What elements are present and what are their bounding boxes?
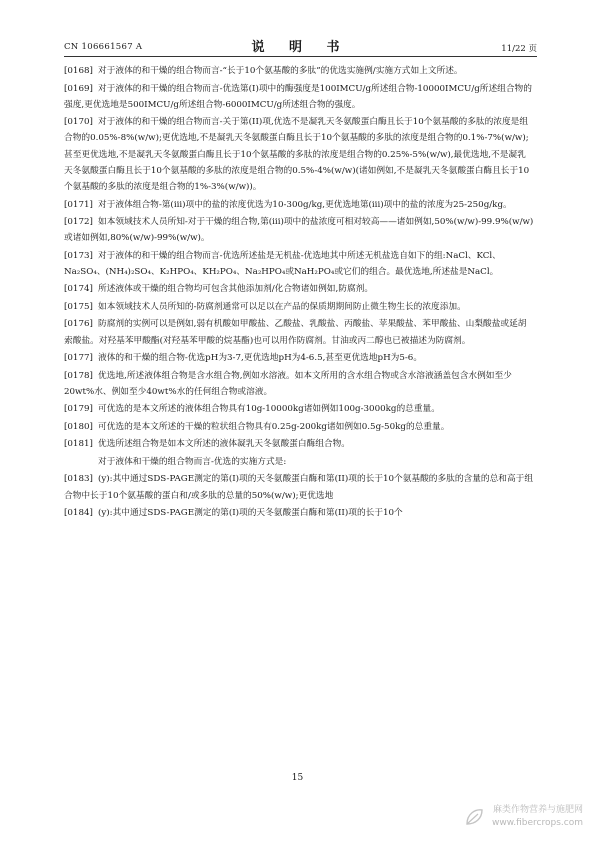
- paragraph: [64, 197, 534, 213]
- paragraph-text: 优选地,所述液体组合物是含水组合物,例如水溶液。如本文所用的含水组合物或含水溶液涵盖包含水例如至少20wt%水、例如至少40wt%水的任何组合物或溶液。: [64, 370, 512, 397]
- leaf-logo-icon: [463, 806, 485, 828]
- paragraph: [64, 114, 534, 195]
- watermark-url: www.fibercrops.com: [492, 818, 583, 828]
- paragraph-number: [0177]: [64, 353, 93, 364]
- paragraph-number: [0178]: [64, 370, 93, 381]
- paragraph-number: [0173]: [64, 250, 93, 261]
- paragraph-text: 对于液体组合物-第(iii)项中的盐的浓度优选为10-300g/kg,更优选地第(iii)项中的盐的浓度为25-250g/kg。: [98, 199, 512, 210]
- paragraph: [64, 63, 534, 79]
- paragraph-text: 对于液体的和干燥的组合物而言-“长于10个氨基酸的多肽”的优选实施例/实施方式如上文所述。: [98, 66, 463, 76]
- paragraph-number: [0170]: [64, 117, 93, 128]
- paragraph: [64, 214, 534, 246]
- paragraph-text: 如本领域技术人员所知的-防腐剂通常可以足以在产品的保质期期间防止微生物生长的浓度添加。: [98, 301, 466, 312]
- paragraph-number: [0171]: [64, 199, 93, 210]
- document-title: 说 明 书: [251, 40, 350, 55]
- paragraph: [64, 281, 534, 297]
- paragraph-text: (y):其中通过SDS-PAGE测定的第(I)项的天冬氨酸蛋白酶和第(II)项的长于10个: [98, 508, 403, 519]
- paragraph-number: [0175]: [64, 301, 93, 312]
- paragraph-text: 对于液体的和干燥的组合物而言-优选第(I)项中的酶强度是100IMCU/g所述组合物-10000IMCU/g所述组合物的强度,更优选地是500IMCU/g所述组合物-6000IMCU/g所述组合物的强度。: [64, 83, 532, 110]
- paragraph-number: [0180]: [64, 421, 93, 432]
- watermark: [463, 804, 583, 830]
- paragraph-number: [0174]: [64, 284, 93, 295]
- paragraph: [64, 401, 534, 417]
- paragraph: [64, 505, 534, 521]
- paragraph-text: 对于液体和干燥的组合物而言-优选的实施方式是:: [98, 456, 287, 467]
- paragraph-text: (y):其中通过SDS-PAGE测定的第(I)项的天冬氨酸蛋白酶和第(II)项的长于10个氨基酸的多肽的含量的总和高于组合物中长于10个氨基酸的蛋白和/或多肽的总量的50%(w/w);更优选地: [64, 474, 534, 501]
- paragraph: [64, 299, 534, 315]
- page-count: 11/22 页: [501, 44, 537, 54]
- paragraph-number: [0168]: [64, 66, 93, 76]
- paragraph: [64, 471, 534, 503]
- paragraph: [64, 81, 534, 113]
- paragraph-number: [0176]: [64, 319, 93, 330]
- paragraph-number: [0179]: [64, 404, 93, 415]
- page-number: 15: [291, 773, 304, 783]
- paragraph-number: [0172]: [64, 217, 93, 228]
- paragraph-number: [0184]: [64, 508, 93, 519]
- paragraph: [64, 368, 534, 400]
- header-divider: [64, 56, 537, 57]
- publication-number: CN 106661567 A: [64, 42, 143, 52]
- paragraph: [64, 419, 534, 435]
- paragraph-text: 防腐剂的实例可以是例如,弱有机酸如甲酸盐、乙酸盐、乳酸盐、丙酸盐、苹果酸盐、苯甲酸盐、山梨酸盐或延胡索酸盐。对羟基苯甲酸酯(对羟基苯甲酸的烷基酯)也可以用作防腐剂。甘油或丙二醇也已被描述为防腐剂。: [64, 319, 527, 346]
- paragraph-number: [0183]: [64, 474, 93, 485]
- paragraph: [64, 454, 534, 470]
- paragraph-text: 优选所述组合物是如本文所述的液体凝乳天冬氨酸蛋白酶组合物。: [98, 439, 350, 450]
- watermark-site-name: 麻类作物营养与施肥网: [492, 805, 583, 815]
- paragraph: [64, 436, 534, 452]
- paragraph: [64, 350, 534, 366]
- paragraph-text: 所述液体或干燥的组合物均可包含其他添加剂/化合物诸如例如,防腐剂。: [98, 284, 374, 295]
- paragraph-text: 对于液体的和干燥的组合物而言-优选所述盐是无机盐-优选地其中所述无机盐选自如下的组:NaCl、KCl、Na₂SO₄、(NH₄)₂SO₄、K₂HPO₄、KH₂PO₄、Na₂HPO₄或NaH₂PO₄或它们的组合。最优选地,所述盐是NaCl。: [64, 250, 501, 277]
- paragraph-number: [0181]: [64, 439, 93, 450]
- paragraph-text: 对于液体的和干燥的组合物而言-关于第(II)项,优选不是凝乳天冬氨酸蛋白酶且长于10个氨基酸的多肽的浓度是组合物的0.05%-8%(w/w);更优选地,不是凝乳天冬氨酸蛋白酶且长于10个氨基酸的多肽的浓度是组合物的0.1%-7%(w/w);甚至更优选地,不是凝乳天冬氨酸蛋白酶且长于10个氨基酸的多肽的浓度是组合物的0.25%-5%(w/w),最优选地,不是凝乳天冬氨酸蛋白酶且长于10个氨基酸的多肽的浓度是组合物的0.5%-4%(w/w)(诸如例如,不是凝乳天冬氨酸蛋白酶且长于10个氨基酸的多肽的浓度是组合物的1%-3%(w/w))。: [64, 117, 530, 193]
- paragraph-text: 液体的和干燥的组合物-优选pH为3-7,更优选地pH为4-6.5,甚至更优选地pH为5-6。: [98, 353, 423, 364]
- paragraph: [64, 316, 534, 348]
- paragraph-number: [0169]: [64, 83, 93, 94]
- paragraph-text: 可优选的是本文所述的液体组合物具有10g-10000kg诸如例如100g-3000kg的总重量。: [98, 404, 440, 415]
- paragraph: [64, 248, 534, 280]
- page-header: [64, 36, 537, 56]
- paragraph-text: 可优选的是本文所述的干燥的粒状组合物具有0.25g-200kg诸如例如0.5g-50kg的总重量。: [98, 421, 450, 432]
- document-body: [64, 63, 534, 523]
- paragraph-text: 如本领域技术人员所知-对于干燥的组合物,第(iii)项中的盐浓度可相对较高——诸如例如,50%(w/w)-99.9%(w/w)或诸如例如,80%(w/w)-99%(w/w)。: [64, 217, 534, 244]
